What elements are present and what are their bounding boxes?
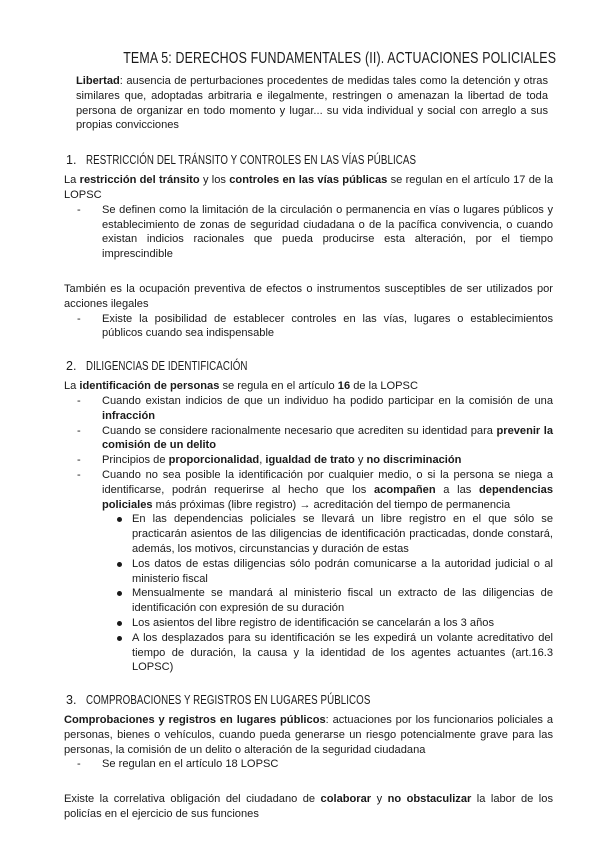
- section-2-sublist: [114, 512, 553, 675]
- page-title: TEMA 5: DERECHOS FUNDAMENTALES (II). ACTUACIONES POLICIALES: [123, 50, 557, 67]
- section-1-list: [64, 203, 553, 262]
- list-item: - Cuando existan indicios de que un individuo ha podido participar en la comisión de una infracción: [64, 394, 553, 424]
- list-item: - Se regulan en el artículo 18 LOPSC: [64, 757, 548, 772]
- list-item: - Se definen como la limitación de la circulación o permanencia en vías o lugares públicos y establecimiento de zonas de seguridad ciudadana o de la pacífica convivencia, o cuando existan indicios racionales que pueda producirse esta alteración, por el tiempo imprescindible: [64, 203, 553, 262]
- intro-term: Libertad: [76, 75, 120, 87]
- section-1-heading: 1. RESTRICCIÓN DEL TRÁNSITO Y CONTROLES EN LAS VÍAS PÚBLICAS: [66, 153, 417, 168]
- sublist-item: En las dependencias policiales se llevará un libre registro en el que sólo se practicarán asientos de las diligencias de identificación practicadas, donde constará, además, los motivos, circunstancias y duración de estas: [114, 512, 553, 556]
- list-item: - Principios de proporcionalidad, igualdad de trato y no discriminación: [64, 453, 553, 468]
- list-item: - Cuando no sea posible la identificación por cualquier medio, o si la persona se niega a identificarse, podrán requerirse al hecho que los acompañen a las dependencias policiales más próximas (libre registro) → acreditación del tiempo de permanencia En las dependencias policiales se llevará un libre registro en el que sólo se practicarán asientos de las diligencias de identificación practicadas, donde constará, además, los motivos, circunstancias y duración de estas Los datos de estas diligencias sólo podrán comunicarse a la autoridad judicial o al ministerio fiscal Mensualmente se mandará al ministerio fiscal un extracto de las diligencias de identificación con expresión de su duración Los asientos del libre registro de identificación se cancelarán a los 3 años A los desplazados para su identificación se les expedirá un volante acreditativo del tiempo de duración, la causa y la identidad de los agentes actuantes (art.16.3 LOPSC): [64, 468, 553, 675]
- closing-paragraph: Existe la correlativa obligación del ciudadano de colaborar y no obstaculizar la labor de los policías en el ejercicio de sus funciones: [64, 793, 553, 821]
- sublist-item: Los datos de estas diligencias sólo podrán comunicarse a la autoridad judicial o al ministerio fiscal: [114, 557, 553, 587]
- document-page: [64, 50, 557, 822]
- section-2-lead: La identificación de personas se regula en el artículo 16 de la LOPSC: [64, 380, 418, 393]
- list-item: - Cuando se considere racionalmente necesario que acrediten su identidad para prevenir la comisión de un delito: [64, 424, 553, 454]
- section-3-lead: Comprobaciones y registros en lugares públicos: actuaciones por los funcionarios policiales a personas, bienes o vehículos, cuando pueda generarse un riesgo potencialmente grave para las personas, la comisión de un delito o alteración de la seguridad ciudadana: [64, 714, 553, 756]
- section-1-lead: La restricción del tránsito y los controles en las vías públicas se regulan en el artículo 17 de la LOPSC: [64, 174, 553, 201]
- sublist-item: Los asientos del libre registro de identificación se cancelarán a los 3 años: [114, 616, 553, 631]
- sublist-item: Mensualmente se mandará al ministerio fiscal un extracto de las diligencias de identificación con expresión de su duración: [114, 586, 553, 616]
- section-3-list: [64, 757, 548, 772]
- sublist-item: A los desplazados para su identificación se les expedirá un volante acreditativo del tiempo de duración, la causa y la identidad de los agentes actuantes (art.16.3 LOPSC): [114, 631, 553, 675]
- list-item: - Existe la posibilidad de establecer controles en las vías, lugares o establecimientos públicos cuando sea indispensable: [64, 312, 553, 342]
- intro-paragraph: Libertad: ausencia de perturbaciones procedentes de medidas tales como la detención y otras similares que, adoptadas arbitraria e ilegalmente, restringen o amenazan la libertad de toda persona de organizar en todo momento y lugar... su vida individual y social con arreglo a sus propias convicciones: [76, 75, 548, 132]
- section-3-heading: 3. COMPROBACIONES Y REGISTROS EN LUGARES PÚBLICOS: [66, 693, 371, 708]
- section-2-heading: 2. DILIGENCIAS DE IDENTIFICACIÓN: [66, 359, 248, 374]
- section-2-list: [64, 394, 553, 675]
- section-1-paragraph-2: También es la ocupación preventiva de efectos o instrumentos susceptibles de ser utilizados por acciones ilegales: [64, 282, 553, 310]
- section-1-list-2: [64, 312, 553, 342]
